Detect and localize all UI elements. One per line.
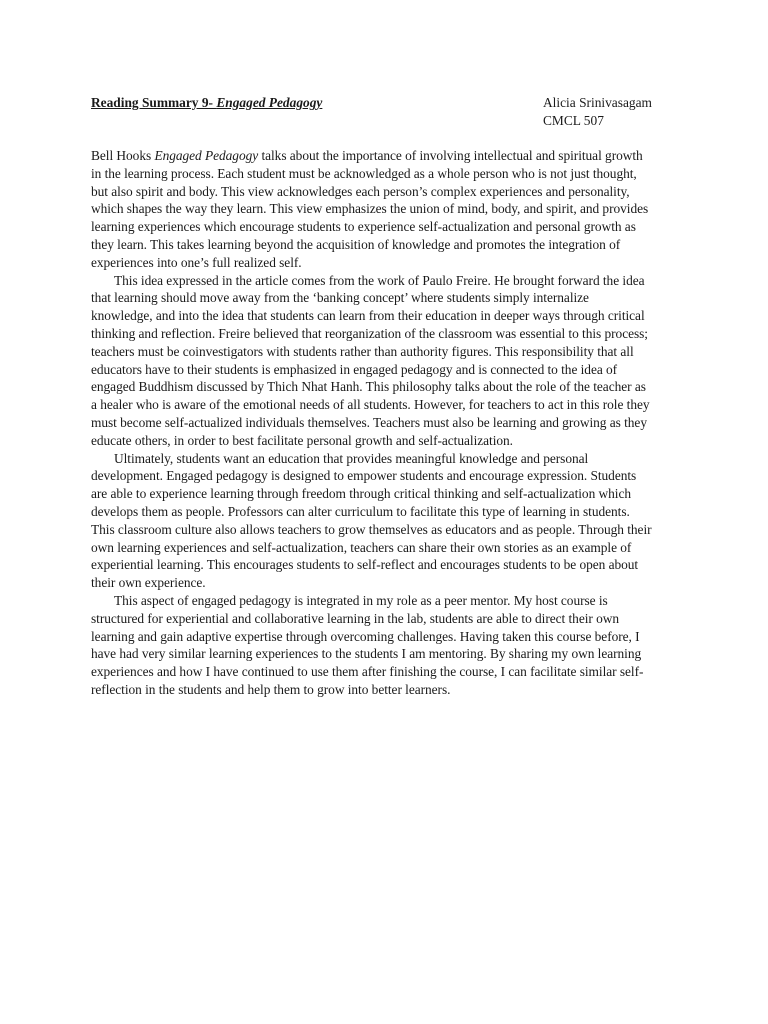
paragraph-1-text: talks about the importance of involving intellectual and spiritual growth in the learning process. Each student must be acknowledged as a whole person who is not just thought, but also spirit and body. This view acknowledges each person’s complex experiences and personality, which shapes the way they learn. This view emphasizes the union of mind, body, and spirit, and provides learning experiences which encourage students to experience self-actualization and personal growth as they learn. This takes learning beyond the acquisition of knowledge and promotes the integration of experiences into one’s full realized self. — [91, 148, 649, 270]
course-code: CMCL 507 — [543, 113, 604, 128]
author-name: Alicia Srinivasagam — [543, 95, 652, 110]
author-block — [543, 94, 652, 130]
document-body — [91, 147, 652, 699]
paragraph-2: This idea expressed in the article comes from the work of Paulo Freire. He brought forward the idea that learning should move away from the ‘banking concept’ where students simply internalize knowledge, and into the idea that students can learn from their education in deeper ways through critical thinking and reflection. Freire believed that reorganization of the classroom was essential to this process; teachers must be coinvestigators with students rather than authority figures. This responsibility that all educators have to their students is emphasized in engaged pedagogy and is connected to the idea of engaged Buddhism discussed by Thich Nhat Hanh. This philosophy talks about the role of the teacher as a healer who is aware of the emotional needs of all students. However, for teachers to act in this role they must become self-actualized individuals themselves. Teachers must also be learning and growing as they educate others, in order to best facilitate personal growth and self-actualization. — [91, 272, 650, 448]
document-header — [91, 94, 681, 134]
paragraph-1 — [91, 147, 652, 272]
paragraph-4: This aspect of engaged pedagogy is integrated in my role as a peer mentor. My host course is structured for experiential and collaborative learning in the lab, students are able to direct their own learning and gain adaptive expertise through overcoming challenges. Having taken this course before, I have had very similar learning experiences to the students I am mentoring. By sharing my own learning experiences and how I have continued to use them after finishing the course, I can facilitate similar self-reflection in the students and help them to grow into better learners. — [91, 592, 644, 697]
paragraph-1-book-title: Engaged Pedagogy — [154, 148, 259, 163]
document-title — [91, 94, 322, 112]
paragraph-1-lead: Bell Hooks — [91, 148, 155, 163]
paragraph-3: Ultimately, students want an education that provides meaningful knowledge and personal development. Engaged pedagogy is designed to empower students and encourage expression. Students are able to experience learning through freedom through critical thinking and self-actualization which develops them as people. Professors can alter curriculum to facilitate this type of learning in students. This classroom culture also allows teachers to grow themselves as educators and as people. Through their own learning experiences and self-actualization, teachers can share their own stories as an example of experiential learning. This encourages students to self-reflect and encourages students to be open about their own experience. — [91, 450, 652, 591]
title-prefix: Reading Summary 9- — [91, 95, 217, 110]
title-italic: Engaged Pedagogy — [216, 95, 323, 110]
